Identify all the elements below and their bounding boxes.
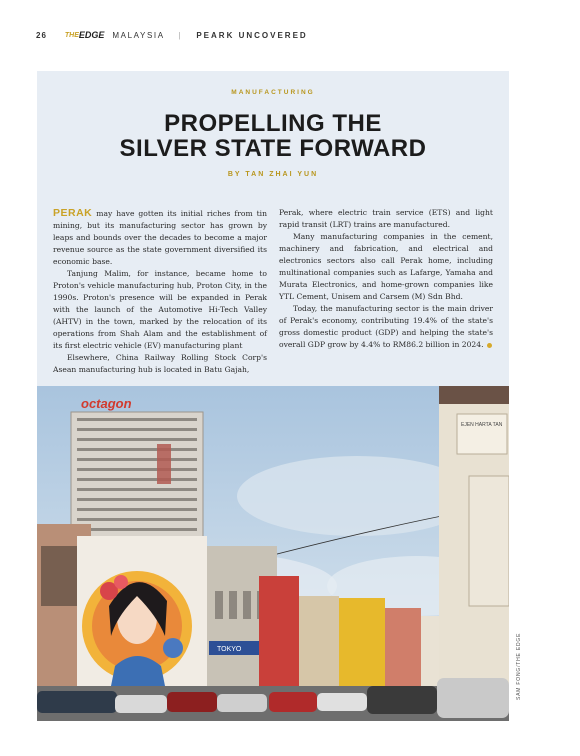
article-body xyxy=(53,207,493,376)
paragraph: Tanjung Malim, for instance, became home to Proton's vehicle manufacturing hub, Proton City, in the 1990s. Proton's presence will be expanded in Perak with the launch of the Automotive Hi-Tech Valley (AHTV) in the town, marked by the relocation of its operations from Shah Alam and the establishment of its first electric vehicle (EV) manufacturing plant xyxy=(53,269,267,350)
shop-sign: TOKYO xyxy=(217,646,242,653)
article-kicker: MANUFACTURING xyxy=(231,89,315,96)
end-mark-icon xyxy=(487,343,492,348)
paragraph-text: Today, the manufacturing sector is the main driver of Perak's economy, contributing 19.4% of the state's gross domestic product (GDP) and helping the state's overall GDP grow by 4.4% to RM86.2 billion in 2024. xyxy=(279,304,493,349)
paragraph: Perak, where electric train service (ETS) and light rapid transit (LRT) trains are manufactured. xyxy=(279,208,493,229)
drop-word: PERAK xyxy=(53,207,93,219)
mural-building xyxy=(77,536,207,696)
paragraph xyxy=(279,303,493,351)
paragraph: Many manufacturing companies in the cement, machinery and fabrication, and electrical and electronics sectors also call Perak home, including multinational companies such as Lafarge, Yamaha and Murata Electronics, and home-grown companies like YTL Cement, Unisem and Carsem (M) Sdn Bhd. xyxy=(279,232,493,301)
paragraph xyxy=(53,207,267,268)
page-header xyxy=(36,28,544,42)
body-column-2 xyxy=(279,207,493,376)
header-divider: | xyxy=(178,30,183,40)
publication-country: MALAYSIA xyxy=(112,30,165,40)
street-scene-image xyxy=(37,386,509,721)
body-column-1 xyxy=(53,207,267,376)
tower-building xyxy=(71,396,203,540)
photo-credit: SAM FONG/THE EDGE xyxy=(516,632,522,700)
title-line-1: PROPELLING THE xyxy=(164,110,382,137)
publication-logo-edge: EDGE xyxy=(78,30,105,40)
article-title xyxy=(37,111,509,161)
section-name: PEARK UNCOVERED xyxy=(196,30,308,40)
building-sign: EJEN HARTA TAN xyxy=(461,422,503,428)
article-byline: BY TAN ZHAI YUN xyxy=(227,171,319,178)
article-photo xyxy=(37,386,509,721)
paragraph: Elsewhere, China Railway Rolling Stock Corp's Asean manufacturing hub is located in Batu Gajah, xyxy=(53,353,267,374)
title-line-2: SILVER STATE FORWARD xyxy=(119,135,427,162)
publication-logo-the: THE xyxy=(64,31,79,39)
page-number: 26 xyxy=(36,30,47,40)
corner-building xyxy=(439,386,509,721)
paragraph-text: may have gotten its initial riches from tin mining, but its manufacturing sector has grown by leaps and bounds over the decades to become a major revenue source as the state government diversified its economic base. xyxy=(53,209,267,266)
rooftop-sign: octagon xyxy=(81,396,132,411)
